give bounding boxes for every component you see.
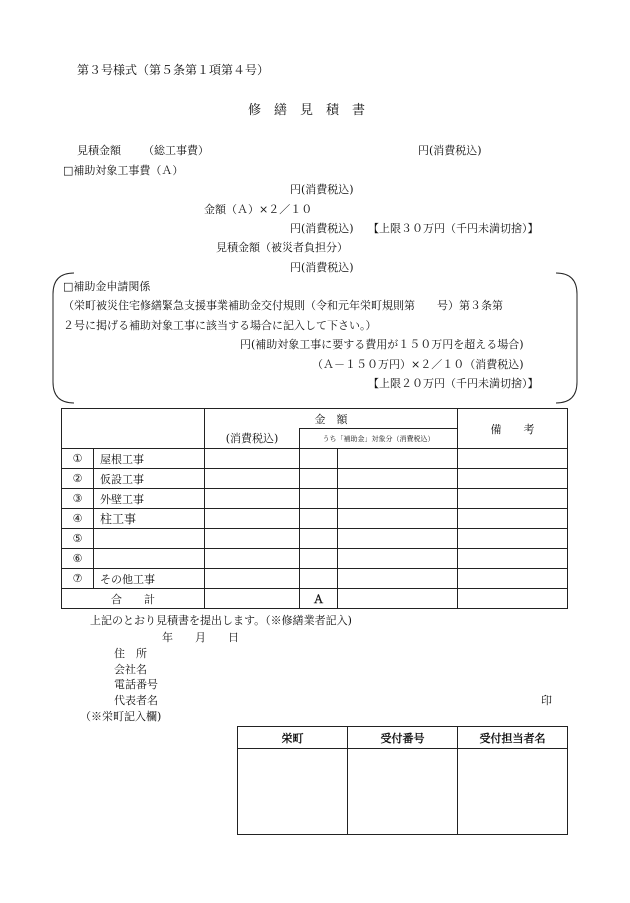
office-cell-receipt-number[interactable]: [348, 749, 458, 835]
subsidy-application-note2: ２号に掲げる補助対象工事に該当する場合に記入して下さい。）: [63, 319, 377, 332]
office-cell-town[interactable]: [238, 749, 348, 835]
office-col-staff: 受付担当者名: [458, 727, 568, 749]
row-number: ⑥: [62, 549, 94, 569]
office-col-receipt-number: 受付番号: [348, 727, 458, 749]
header-amount: 金 額: [205, 409, 458, 429]
submission-date: 年 月 日: [162, 631, 239, 644]
row-number: ①: [62, 449, 94, 469]
table-row: [62, 489, 568, 509]
office-note: （※栄町記入欄): [80, 710, 162, 723]
subsidy-application-cap: 【上限２０万円（千円未満切捨）】: [368, 377, 539, 390]
subsidy-target-unit2: 円(消費税込): [290, 222, 354, 235]
header-tax: (消費税込): [205, 429, 300, 449]
row-item: その他工事: [94, 569, 205, 589]
estimate-sub-label: （総工事費）: [143, 144, 209, 157]
row-number: ④: [62, 509, 94, 529]
subsidy-target-heading: □補助対象工事費（Ａ）: [63, 164, 184, 177]
subsidy-application-line2: （Ａ－１５０万円）×２／１０（消費税込): [312, 358, 524, 371]
header-remarks: 備 考: [458, 409, 568, 449]
total-label: 合 計: [62, 589, 205, 609]
subsidy-target-unit3: 円(消費税込): [290, 261, 354, 274]
row-item: 屋根工事: [94, 449, 205, 469]
total-mark: Ａ: [300, 589, 338, 609]
table-total-row: [62, 589, 568, 609]
table-row: [62, 529, 568, 549]
row-number: ⑦: [62, 569, 94, 589]
table-row: [62, 449, 568, 469]
row-item: 柱工事: [94, 509, 205, 529]
subsidy-target-unit1: 円(消費税込): [290, 183, 354, 196]
office-cell-staff[interactable]: [458, 749, 568, 835]
table-row: [62, 509, 568, 529]
subsidy-application-note1: （栄町被災住宅修繕緊急支援事業補助金交付規則（令和元年栄町規則第 号）第３条第: [63, 299, 503, 312]
office-col-town: 栄町: [238, 727, 348, 749]
subsidy-calc-label: 金額（Ａ）×２／１０: [204, 203, 313, 216]
estimate-label: 見積金額: [77, 144, 121, 157]
phone-label: 電話番号: [114, 678, 158, 691]
row-number: ⑤: [62, 529, 94, 549]
table-row: [62, 549, 568, 569]
table-row: [62, 469, 568, 489]
victim-share-label: 見積金額（被災者負担分）: [216, 241, 348, 254]
header-subsidy: うち「補助金」対象分（消費税込）: [300, 429, 458, 449]
form-id: 第３号様式（第５条第１項第４号）: [77, 63, 270, 77]
page-title: 修 繕 見 積 書: [248, 103, 366, 118]
company-label: 会社名: [114, 663, 147, 676]
estimate-unit: 円(消費税込): [418, 144, 482, 157]
row-number: ②: [62, 469, 94, 489]
subsidy-application-heading: □補助金申請関係: [63, 280, 151, 293]
row-item: 外壁工事: [94, 489, 205, 509]
address-label: 住 所: [114, 647, 147, 660]
repair-cost-table: [61, 408, 568, 609]
representative-label: 代表者名: [114, 694, 158, 707]
table-header-row: [62, 409, 568, 429]
row-item[interactable]: [94, 529, 205, 549]
row-item[interactable]: [94, 549, 205, 569]
subsidy-target-cap: 【上限３０万円（千円未満切捨）】: [368, 222, 539, 235]
subsidy-application-line1: 円(補助対象工事に要する費用が１５０万円を超える場合): [240, 338, 524, 351]
row-item: 仮設工事: [94, 469, 205, 489]
table-row: [62, 569, 568, 589]
submission-statement: 上記のとおり見積書を提出します。（※修繕業者記入): [90, 614, 352, 627]
row-number: ③: [62, 489, 94, 509]
seal-mark: 印: [541, 694, 552, 707]
office-use-table: [237, 726, 568, 835]
